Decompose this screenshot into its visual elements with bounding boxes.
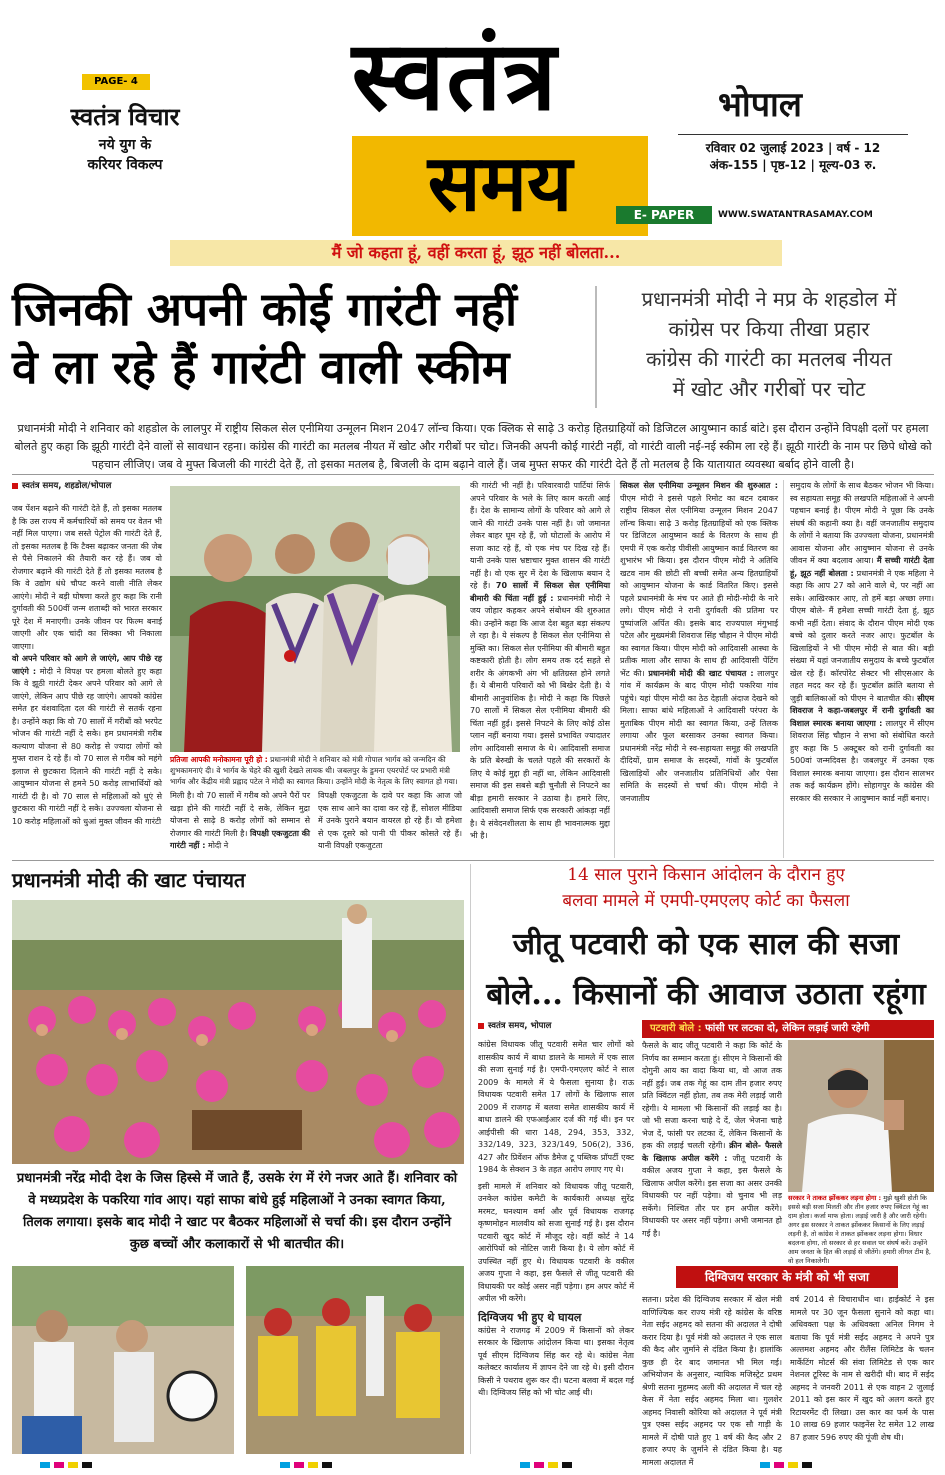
quote-banner: मैं जो कहता हूं, वहीं करता हूं, झूठ नहीं बोलता... bbox=[170, 240, 782, 266]
digvijay-column-2: वर्ष 2014 से विचाराधीन था। हाईकोर्ट ने इस मामले पर 30 जून फैसला सुनाने को कहा था। अधिवक्ता पक्ष के अधिवक्ता अनिल निगम ने बताया कि पूर्व मंत्री सईद अहमद ने अपने पुत्र अल्तमश अहमद और रीलैंस लिमिटेड के चलन मार्केटिंग मोटर्स की संवा लिमिटेड से एक कार नेशनल टूरिस्ट के नाम से खरीदी थी। बाद में सईद अहमद ने जनवरी 2011 से एक वाहन 2 जुलाई 2011 को इस कार में खुद को अलग करते हुए रिटायरमेंट दी लिखा। उस कार का फर्म के पास 10 लाख 69 हजार फाइनेंस रेट समेत 12 लाख 87 हजार 596 रुपए की पूंजी शेष थी। bbox=[790, 1295, 934, 1442]
column-text: लालपुर गांव में कार्यक्रम के बाद पीएम मोदी पकरिया गांव पहुंचे। यहां पीएम मोदी का ठेठ देहाती अंदाज देखने को मिला। साफा बांधे महिलाओं ने आदिवासी परंपरा के मुताबिक पीएम मोदी का स्वागत किया, उन्हें तिलक लगाया और फूल बरसाकर उनका स्वागत किया। प्रधानमंत्री नरेंद्र मोदी ने स्व-सहायता समूह की लखपति दीदियों, ग्राम समाज के सदस्यों, गांवों के फुटबॉल खिलाड़ियों और जनजातीय प्रतिनिधियों और पेसा समिति के सदस्यों से चर्चा की। पीएम मोदी ने जनजातीय bbox=[620, 668, 778, 803]
edition-city: भोपाल bbox=[718, 85, 802, 125]
lead-column-2b: विपक्षी एकजुटता के दावे पर कहा कि आज जो एक साथ आने का दावा कर रहे हैं, सोशल मीडिया में उनके पुराने बयान वायरल हो रहे हैं। वो हमेशा से एक दूसरे को पानी पी पीकर कोसते रहे हैं। यानी विपक्षी एकजुटता bbox=[318, 791, 462, 850]
column-subhead: मैं सच्ची गारंटी देता हूं, झूठ नहीं बोलता : bbox=[790, 556, 934, 578]
column-divider bbox=[614, 480, 615, 858]
column-text: जब पेंशन बढ़ाने की गारंटी देते हैं, तो इसका मतलब है कि उस राज्य में कर्मचारियों को समय पर वेतन भी नहीं मिल पाएगा। जब सस्ते पेट्रोल की गारंटी देते हैं, तो इसका मतलब है कि टैक्स बढ़ाकर जनता की जेब से पैसे निकालने की तैयारी कर रहे हैं। जब वो रोजगार बढ़ाने की गारंटी देते हैं तो इसका मतलब है कि वे उद्योग धंधे चौपट करने वाली नीति लेकर आएंगे। मोदी ने बड़ी घोषणा करते हुए कहा कि रानी दुर्गावती की 500वीं जन्म शताब्दी को भारत सरकार पूरे देश में मनाएगी। उनके जीवन पर फिल्म बनाई जाएगी और एक चांदी का सिक्का भी निकाला जाएगा। bbox=[12, 504, 162, 651]
column-text: इसी मामले में शनिवार को विधायक जीतू पटवारी, उनकेल कांग्रेस कमेटी के कार्यकारी अध्यक्ष सुरेंद्र मरमट, घनश्याम वर्मा और पूर्व विधायक राजगढ़ कृष्णमोहन मालवीय को सजा सुनाई गई है। इस दौरान पटवारी खुद कोर्ट में मौजूद रहे। वहीं कोर्ट ने 14 आरोपियों को नोटिस जारी किया है। ये लोग कोर्ट में उपस्थित नहीं हुए थे। विधायक पटवारी के वकील अजय गुप्ता ने कहा, इस फैसले से जीतू पटवारी की विधायकी पर कोई असर नहीं पड़ेगा। हम अपर कोर्ट में अपील भी करेंगे। bbox=[478, 1181, 634, 1303]
column-text: मोदी ने विपक्ष पर हमला बोलते हुए कहा कि वे झूठी गारंटी देकर अपने परिवार को आगे ले जाएंगे, लेकिन आप पीछे रह जाएंगे। आपको कांग्रेस समेत हर वंशवादिता दल की गारंटी से सतर्क रहना है। उन्होंने कहा कि वो 70 सालों में गरीबों को भरपेट भोजन की गारंटी नहीं दे सके। हम प्रधानमंत्री गरीब कल्याण योजना से 80 करोड़ से ज्यादा लोगों को मुफ्त राशन दे रहे हैं। वो 70 साल से गरीब को महंगे इलाज से छुटकारा दिलाने की गारंटी नहीं दे सके। आयुष्मान योजना से हमने 50 करोड़ लाभार्थियों को गारंटी दी है। वो 70 साल से महिलाओं को धुएं से छुटकारा की गारंटी नहीं दे सके। उज्ज्वला योजना से 10 करोड़ महिलाओं को धुआं मुक्त जीवन की गारंटी bbox=[12, 666, 163, 826]
jitu-patwari-photo bbox=[788, 1040, 934, 1192]
digvijay-minister-headline: दिग्विजय सरकार के मंत्री को भी सजा bbox=[676, 1266, 898, 1288]
lead-column-4 bbox=[620, 480, 778, 858]
column-subhead: 70 सालों में सिकल सेल एनीमिया बीमारी की चिंता नहीं हुई : bbox=[470, 581, 611, 603]
column-text: मोदी ने bbox=[208, 841, 229, 850]
caption-text: प्रधानमंत्री मोदी ने शनिवार को मंत्री गोपाल भार्गव को जन्मदिन की शुभकामनाएं दी। वे भार्गव के चेहरे की खुशी देखते लायक थी। जबलपुर के डुमना एयरपोर्ट पर प्रभारी मंत्री भार्गव और केंद्रीय मंत्री प्रह्लाद पटेल ने मोदी का स्वागत किया। उन्होंने मोदी के नेतृत्व के लिए स्वागत हो गया। bbox=[170, 755, 458, 786]
dateline: रविवार 02 जुलाई 2023 | वर्ष - 12 bbox=[678, 134, 908, 156]
page-number-tag: PAGE- 4 bbox=[82, 74, 150, 90]
column-subhead: सिकल सेल एनीमिया उन्मूलन मिशन की शुरुआत : bbox=[620, 481, 778, 490]
column-divider bbox=[783, 480, 784, 858]
quote-box-label: पटवारी बोले : bbox=[650, 1023, 702, 1034]
lead-byline: स्वतंत्र समय, शहडोल/भोपाल bbox=[12, 480, 162, 491]
jitu-kicker bbox=[478, 862, 934, 914]
column-text: लालपुर में सीएम शिवराज सिंह चौहान ने सभा को संबोधित करते हुए कहा कि 5 अक्टूबर को रानी दुर्गावती का 500वां जन्मदिवस है। जबलपुर में उनका एक विशाल स्मारक बनाया जाएगा। इस दौरान सालभर तक कई कार्यक्रम होंगे। सोहागपुर के कांग्रेस की सरकार की सरकार ने आयुष्मान कार्ड नहीं बनाए। bbox=[790, 718, 935, 803]
epaper-badge: E- PAPER bbox=[616, 206, 712, 224]
deck-line: प्रधानमंत्री मोदी ने मप्र के शहडोल में bbox=[641, 287, 897, 311]
headline-line: जीतू पटवारी को एक साल की सजा bbox=[512, 927, 900, 962]
jitu-byline: स्वतंत्र समय, भोपाल bbox=[478, 1020, 634, 1031]
print-registration-strip bbox=[0, 1456, 945, 1468]
lead-column-5 bbox=[790, 480, 934, 858]
issue-info: अंक-155 | पृष्ठ-12 | मूल्य-03 रु. bbox=[709, 158, 877, 172]
kids-football-photo bbox=[12, 1266, 234, 1454]
section-rule bbox=[12, 474, 934, 475]
headline-line: बोले... किसानों की आवाज उठाता रहूंगा bbox=[486, 977, 926, 1012]
lead-headline-line1: जिनकी अपनी कोई गारंटी नहीं bbox=[12, 282, 518, 336]
photo-caption bbox=[170, 754, 460, 787]
jitu-headline bbox=[478, 920, 934, 1020]
patwari-quote-box-body bbox=[642, 1040, 782, 1238]
column-subhead: सीएम शिवराज ने कहा-जबलपुर में रानी दुर्गावती का विशाल स्मारक बनाया जाएगा : bbox=[790, 693, 934, 728]
website-link[interactable]: WWW.SWATANTRASAMAY.COM bbox=[718, 210, 873, 220]
kicker-line: बलवा मामले में एमपी-एमएलए कोर्ट का फैसला bbox=[562, 891, 850, 911]
deck-line: कांग्रेस पर किया तीखा प्रहार bbox=[668, 317, 870, 341]
lead-column-3 bbox=[470, 480, 610, 858]
caption-highlight: प्रतिजा आपकी मनोकामना पूरी हो : bbox=[170, 755, 268, 764]
khat-panchayat-caption: प्रधानमंत्री नरेंद्र मोदी देश के जिस हिस्से में जाते हैं, उसके रंग में रंगे नजर आते हैं। शनिवार को वे मध्यप्रदेश के पकरिया गांव आए। यहां साफा बांधे हुई महिलाओं ने उनका स्वागत किया, तिलक लगाया। इसके बाद मोदी ने खाट पर बैठकर महिलाओं से चर्चा की। इस दौरान उन्होंने कुछ बच्चों और कलाकारों से भी बातचीत की। bbox=[16, 1171, 458, 1252]
pm-greeting-photo bbox=[170, 486, 460, 752]
newspaper-logo-top: स्वतंत्र bbox=[351, 19, 559, 132]
column-text: मिली है। वो 70 सालों में गरीब को अपने पैरों पर खड़ा होने की गारंटी नहीं दे सके, लेकिन मुद्रा योजना से साढ़े 8 करोड़ लोगों को सम्मान से रोजगार की गारंटी मिली है। bbox=[170, 791, 310, 838]
caption-text: मुझे खुशी होती कि इससे बड़ी सजा मिलती और तीन हजार रुपए क्विंटल गेहूं का दाम होता। कर्जा माफ होता। लड़ाई जारी है और जारी रहेगी। अगर इस सरकार ने ताकत झोंककर किसानों के लिए लड़ाई लड़नी है, तो कांग्रेस ने ताकत झोंककर लड़ना होगा। विधार बदलना होगा, तो सरकार से हर सवाल पर संघर्ष करें। उन्होंने आम जनता के हित की लड़ाई से जीतेंगे। हमारी लीगल टीम है, वो हल निकालेगी। bbox=[788, 1194, 931, 1265]
khat-panchayat-title: प्रधानमंत्री मोदी की खाट पंचायत bbox=[12, 868, 246, 892]
quote-box-text: फांसी पर लटका दो, लेकिन लड़ाई जारी रहेगी bbox=[705, 1023, 870, 1034]
lead-intro: प्रधानमंत्री मोदी ने शनिवार को शहडोल के लालपुर में राष्ट्रीय सिकल सेल एनीमिया उन्मूलन मिशन 2047 लॉन्च किया। एक क्लिक से साढ़े 3 करोड़ हितग्राहियों को डिजिटल आयुष्मान कार्ड बांटे। इस दौरान उन्होंने विपक्षी दलों पर हमला बोलते हुए कहा कि झूठी गारंटी देने वालों से सावधान रहना। कांग्रेस की गारंटी का मतलब नीयत में खोट और गरीबों पर चोट। जिनकी अपनी कोई गारंटी नहीं, वो गारंटी वाली नई-नई स्कीम ला रहे हैं। झूठी गारंटी के नाम पर छिपे धोखे को पहचान लीजिए। जब वे मुफ्त बिजली की गारंटी देते हैं, तो इसका मतलब है, बिजली के दाम बढ़ाने वाले हैं। जब मुफ्त सफर की गारंटी देते हैं तो मतलब है कि यातायात व्यवस्था बर्बाद होने वाली है। bbox=[14, 422, 932, 471]
column-text: कांग्रेस ने राजगढ़ में 2009 में किसानों को लेकर सरकार के खिलाफ आंदोलन किया था। इसका नेतृत्व पूर्व सीएम दिग्विजय सिंह कर रहे थे। कांग्रेस नेता कलेक्टर कार्यालय में ज्ञापन देने जा रहे थे। इसी दौरान किसी ने पथराव शुरू कर दी। घटना बलवा में बदल गई थी। दिग्विजय सिंह को भी चोट आई थी। bbox=[478, 1325, 634, 1397]
column-subhead: विपक्षी एकजुटता की गारंटी नहीं : bbox=[170, 828, 311, 850]
column-text: कांग्रेस विधायक जीतू पटवारी समेत चार लोगों को शासकीय कार्य में बाधा डालने के मामले में एक साल की सजा सुनाई गई है। एमपी-एमएलए कोर्ट ने साल 2009 के मामले में ये फैसला सुनाया है। राऊ विधायक पटवारी समेत 17 लोगों के खिलाफ साल 2009 में राजगढ़ में बलवा समेत शासकीय कार्य में बाधा डालने की एफआईआर दर्ज की गई थी। इन पर आईपीसी की धारा 148, 294, 353, 332, 332/149, 323, 323/149, 506(2), 336, 427 और प्रिवेंशन ऑफ डैमेज टू पब्लिक प्रॉपर्टी एक्ट 1984 के सेक्शन 3 के तहत आरोप लगाए गए थे। bbox=[478, 1040, 634, 1174]
column-text: की गारंटी भी नहीं है। परिवारवादी पार्टियां सिर्फ अपने परिवार के भले के लिए काम करती आई हैं। देश के सामान्य लोगों के परिवार को आगे ले जाने की गारंटी उनके पास नहीं है। जो जमानत लेकर बाहर घूम रहे हैं, जो घोटालों के आरोप में सजा काट रहे हैं, वो एक मंच पर दिख रहे हैं। यानी उनके पास भ्रष्टाचार मुक्त शासन की गारंटी नहीं है। वो एक सुर में देश के खिलाफ बयान दे रहे हैं। bbox=[470, 481, 610, 590]
lead-deck bbox=[603, 284, 935, 404]
section-subtitle bbox=[60, 135, 190, 175]
lead-headline bbox=[12, 280, 592, 396]
section-title: स्वतंत्र विचार bbox=[70, 102, 180, 131]
jitu-column-1 bbox=[478, 1020, 634, 1454]
lead-column-2a bbox=[170, 790, 310, 860]
column-divider bbox=[470, 864, 471, 1454]
column-text: जीतू पटवारी के वकील अजय गुप्ता ने कहा, इस फैसले के खिलाफ अपील करेंगे। इस सजा का असर उनकी विधायकी पर नहीं पड़ेगा। वो चुनाव भी लड़ सकेंगे। निश्चित तौर पर हम अपील करेंगे। विधायकी पर असर नहीं पड़ेगा। अभी जमानत हो गई है। bbox=[642, 1153, 782, 1238]
lead-headline-line2: वे ला रहे हैं गारंटी वाली स्कीम bbox=[12, 340, 510, 394]
column-text: प्रधानमंत्री मोदी ने जय जोहार कहकर अपने संबोधन की शुरुआत की। उन्होंने कहा कि आज देश बहुत बड़ा संकल्प ले रहा है। ये संकल्प है सिकल सेल एनीमिया से मुक्ति का। सिकल सेल एनीमिया की बीमारी बहुत कष्टकारी होती है। लोग समय तक दर्द सहते से शरीर के अंगकभी अंग भी क्षतिग्रस्त होने लगते हैं। ये बीमारी परिवारों को भी बिखेर देती है। ये बीमारी आनुवांशिक है। मोदी ने कहा कि पिछले 70 सालों में सिकल सेल एनीमिया बीमारी की चिंता नहीं हुई। इससे निपटने के लिए कोई ठोस प्लान नहीं बनाया गया। इससे प्रभावित ज्यादातर लोग आदिवासी समाज के थे। आदिवासी समाज के प्रति बेरुखी के चलते पहले की सरकारों के लिए ये कोई मुद्दा ही नहीं था, लेकिन आदिवासी समाज की इस सबसे बड़ी चुनौती से निपटने का बीड़ा हमारी सरकार ने उठाया है। हमारे लिए, आदिवासी समाज सिर्फ एक सरकारी आंकड़ा नहीं है। ये संवेदनशीलता के साथ ही भावनात्मक मुद्दा भी है। bbox=[470, 593, 610, 840]
caption-highlight: सरकार ने ताकत झोंककर लड़ना होगा : bbox=[788, 1194, 882, 1202]
column-text: समुदाय के लोगों के साथ बैठकर भोजन भी किया। स्व सहायता समूह की लखपति महिलाओं ने अपनी पहचान बनाई है। पीएम मोदी ने पूछा कि उनके संघर्ष की कहानी क्या है। वहीं जनजातीय समुदाय के लोगों ने बताया कि उज्ज्वला योजना, प्रधानमंत्री आवास योजना और आयुष्मान योजना से उनके जीवन में क्या बदलाव आया। bbox=[790, 481, 934, 565]
khat-panchayat-photo bbox=[12, 900, 464, 1164]
column-subhead: वो अपने परिवार को आगे ले जाएंगे, आप पीछे रह जाएंगे : bbox=[12, 654, 162, 676]
lead-column-1 bbox=[12, 480, 162, 858]
column-text: पीएम मोदी ने इससे पहले रिमोट का बटन दबाकर राष्ट्रीय सिकल सेल एनीमिया उन्मूलन मिशन 2047 लॉन्च किया। साढ़े 3 करोड़ हितग्राहियों को एक क्लिक पर डिजिटल आयुष्मान कार्ड के वितरण के साथ ही एमपी में एक करोड़ पीवीसी आयुष्मान कार्ड वितरण का शुभारंभ भी किया। इस दौरान पीएम मोदी ने अतिथि खटव नाम की छोटी सी बच्ची समेत अन्य हितग्राहियों को आयुष्मान योजना के कार्ड वितरित किए। इससे पहले प्रधानमंत्री के मंच पर आते ही मोदी-मोदी के नारे लगे। पीएम मोदी ने रानी दुर्गावती की प्रतिमा पर पुष्पांजलि अर्पित की। इसके बाद राज्यपाल मंगुभाई पटेल और मुख्यमंत्री शिवराज सिंह चौहान ने पीएम मोदी का स्वागत किया। पीएम मोदी को आदिवासी आस्था के प्रतीक माला और साफा के साथ ही आदिवासी पेंटिंग भेंट की। bbox=[620, 493, 778, 678]
column-subhead: प्रधानमंत्री मोदी की खाट पंचायत : bbox=[648, 668, 754, 678]
patwari-quote-box-head bbox=[642, 1020, 934, 1038]
digvijay-column-1: सतना। प्रदेश की दिग्विजय सरकार में खेल मंत्री वाणिज्यिक कर राज्य मंत्री रहे कांग्रेस के वरिष्ठ नेता सईद अहमद को सतना की अदालत ने दोषी करार दिया है। पूर्व मंत्री को अदालत ने एक साल की कैद और जुर्माने से दंडित किया है। हालांकि कुछ ही देर बाद जमानत भी मिल गई। अभियोजन के अनुसार, न्यायिक मजिस्ट्रेट प्रथम श्रेणी सतना मुहम्मद अली की अदालत में चल रहे केस में नेता सईद अहमद मिला था। गुलशेर अहमद निवासी कोरिया को अदालत ने पूर्व मंत्री पुत्र एक्स सईद अहमद पर एक सौ गाड़ी के मामले में दोषी पाते हुए 1 वर्ष की कैद और 2 हजार रुपए के जुर्माने से दंडित किया है। यह मामला अदालत में bbox=[642, 1295, 782, 1467]
folk-artists-photo bbox=[246, 1266, 464, 1454]
section-rule bbox=[12, 860, 934, 861]
column-subhead: क्रीन बोले- फैसले के खिलाफ अपील करेंगे : bbox=[642, 1141, 782, 1163]
column-text: प्रधानमंत्री ने एक महिला ने कहा कि आप 27 को आने वाले थे, पर नहीं आ सके। आखिरकार आए, तो हमें बड़ा अच्छा लगा। पीएम बोले- मैं हमेशा सच्ची गारंटी देता हूं, झूठ कभी नहीं देता। संवाद के दौरान पीएम मोदी एक बच्चे को दुलार करते नजर आए। फुटबॉल के खिलाड़ियों ने भी पीएम मोदी से बात की। बड़ी संख्या में यहां जनजातीय समुदाय के बच्चे फुटबॉल खेल रहे हैं। कॉरपोरेट सेक्टर भी सीएसआर के तहत मदद कर रहे हैं। फुटबॉल क्रांति बताया से जुड़ी बालिकाओं को पीएम ने बातचीत की। bbox=[790, 568, 934, 703]
section-subtitle-line2: करियर विकल्प bbox=[87, 157, 163, 173]
deck-line: में खोट और गरीबों पर चोट bbox=[672, 377, 866, 401]
deck-line: कांग्रेस की गारंटी का मतलब नीयत bbox=[646, 347, 892, 371]
headline-divider bbox=[595, 286, 597, 408]
jitu-photo-caption bbox=[788, 1194, 934, 1265]
jitu-subhead: दिग्विजय भी हुए थे घायल bbox=[478, 1310, 582, 1324]
kicker-line: 14 साल पुराने किसान आंदोलन के दौरान हुए bbox=[567, 865, 845, 885]
column-text: फैसले के बाद जीतू पटवारी ने कहा कि कोर्ट के निर्णय का सम्मान करता हूं। सीएम ने किसानों की दोगुनी आय का वादा किया था, वो आज तक नहीं हुई। जब तक गेहूं का दाम तीन हजार रुपए प्रति क्विंटल नहीं होता, तब तक मेरी लड़ाई जारी रहेगी। ये मामला भी किसानों की लड़ाई का है। जो भी सजा करना चाहे दे दें, जेल भेजना चाहे भेज दें, फांसी पर लटका दें, लेकिन किसानों के हक की लड़ाई चलती रहेगी। bbox=[642, 1041, 782, 1150]
section-subtitle-line1: नये युग के bbox=[98, 137, 152, 153]
newspaper-logo-bottom: समय bbox=[427, 138, 573, 229]
